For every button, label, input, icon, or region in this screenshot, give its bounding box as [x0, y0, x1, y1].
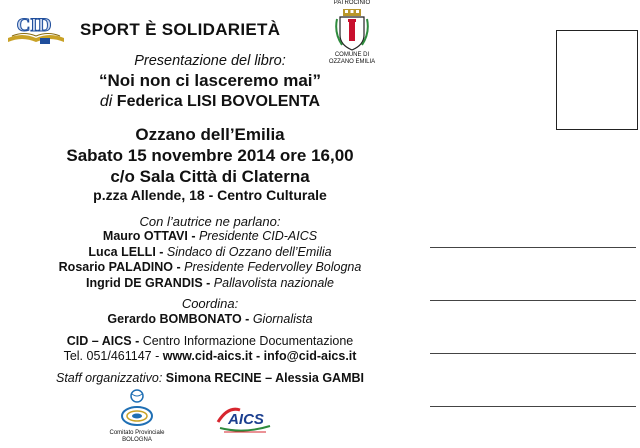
- speaker-sep: -: [173, 260, 185, 274]
- patron-caption-1: COMUNE DI: [334, 52, 370, 58]
- speaker-sep: -: [202, 275, 214, 290]
- organizer-website-link[interactable]: www.cid-aics.it: [162, 349, 253, 363]
- event-address: p.zza Allende, 18 - Centro Culturale: [93, 187, 327, 203]
- speaker-role: Presidente Federvolley Bologna: [184, 260, 362, 274]
- book-title: “Noi non ci lasceremo mai”: [98, 71, 321, 90]
- aics-logo: [214, 400, 274, 436]
- staff-names: Simona RECINE – Alessia GAMBI: [165, 371, 364, 385]
- organizer-line: [18, 333, 402, 349]
- author-name: Federica LISI BOVOLENTA: [116, 93, 321, 110]
- organizer-name: CID – AICS: [66, 334, 132, 348]
- speaker-role: Pallavolista nazionale: [213, 275, 334, 290]
- speaker-name: Luca LELLI: [88, 244, 156, 259]
- address-line: [430, 406, 636, 407]
- speaker-sep: -: [187, 229, 199, 243]
- speaker-name: Mauro OTTAVI: [102, 229, 188, 243]
- speaker-role: Presidente CID-AICS: [198, 229, 318, 243]
- comitato-provinciale-logo: [108, 388, 166, 446]
- address-line: [430, 300, 636, 301]
- contact-sep: -: [252, 349, 264, 363]
- speaker-row: [18, 276, 402, 292]
- speaker-row: [18, 260, 402, 276]
- speakers-list: [18, 229, 402, 291]
- speaker-row: [18, 245, 402, 261]
- cid-logo-text: CID: [16, 15, 52, 36]
- cp-caption-2: BOLOGNA: [122, 437, 152, 443]
- moderator-sep: -: [241, 312, 253, 326]
- speaker-sep: -: [155, 244, 167, 259]
- organizer-tel: Tel. 051/461147 -: [63, 349, 163, 363]
- stamp-box: [556, 30, 638, 130]
- patron-label: PATROCINIO: [333, 0, 371, 6]
- book-author: [18, 91, 402, 112]
- staff-label: Staff organizzativo:: [56, 371, 163, 385]
- staff-line: [18, 370, 402, 386]
- page-title: SPORT È SOLIDARIETÀ: [80, 20, 281, 39]
- address-line: [430, 247, 636, 248]
- organizer-email-link[interactable]: info@cid-aics.it: [263, 349, 357, 363]
- volleyball-icon: [120, 388, 154, 428]
- moderator-name: Gerardo BOMBONATO: [107, 312, 242, 326]
- speaker-name: Ingrid DE GRANDIS: [86, 275, 203, 290]
- speaker-role: Sindaco di Ozzano dell’Emilia: [166, 244, 332, 259]
- aics-logo-text: AICS: [228, 411, 264, 428]
- contact-line: [18, 348, 402, 364]
- cp-caption-1: Comitato Provinciale: [109, 430, 165, 436]
- event-city: Ozzano dell’Emilia: [135, 125, 285, 144]
- organizer-sep: -: [131, 334, 143, 348]
- author-prefix: di: [99, 93, 113, 110]
- address-line: [430, 353, 636, 354]
- crest-icon: [334, 9, 370, 51]
- speaker-name: Rosario PALADINO: [58, 260, 174, 274]
- event-hall: c/o Sala Città di Claterna: [110, 167, 310, 186]
- moderator-role: Giornalista: [252, 312, 313, 326]
- cid-logo: [4, 12, 68, 48]
- patron-caption-2: OZZANO EMILIA: [328, 59, 376, 65]
- organizer-desc: Centro Informazione Documentazione: [142, 334, 354, 348]
- event-datetime: Sabato 15 novembre 2014 ore 16,00: [66, 146, 354, 165]
- moderator: [18, 311, 402, 327]
- speakers-intro: Con l’autrice ne parlano:: [139, 214, 281, 229]
- moderator-label: Coordina:: [181, 296, 239, 311]
- book-intro: Presentazione del libro:: [134, 53, 286, 69]
- speaker-row: [18, 229, 402, 245]
